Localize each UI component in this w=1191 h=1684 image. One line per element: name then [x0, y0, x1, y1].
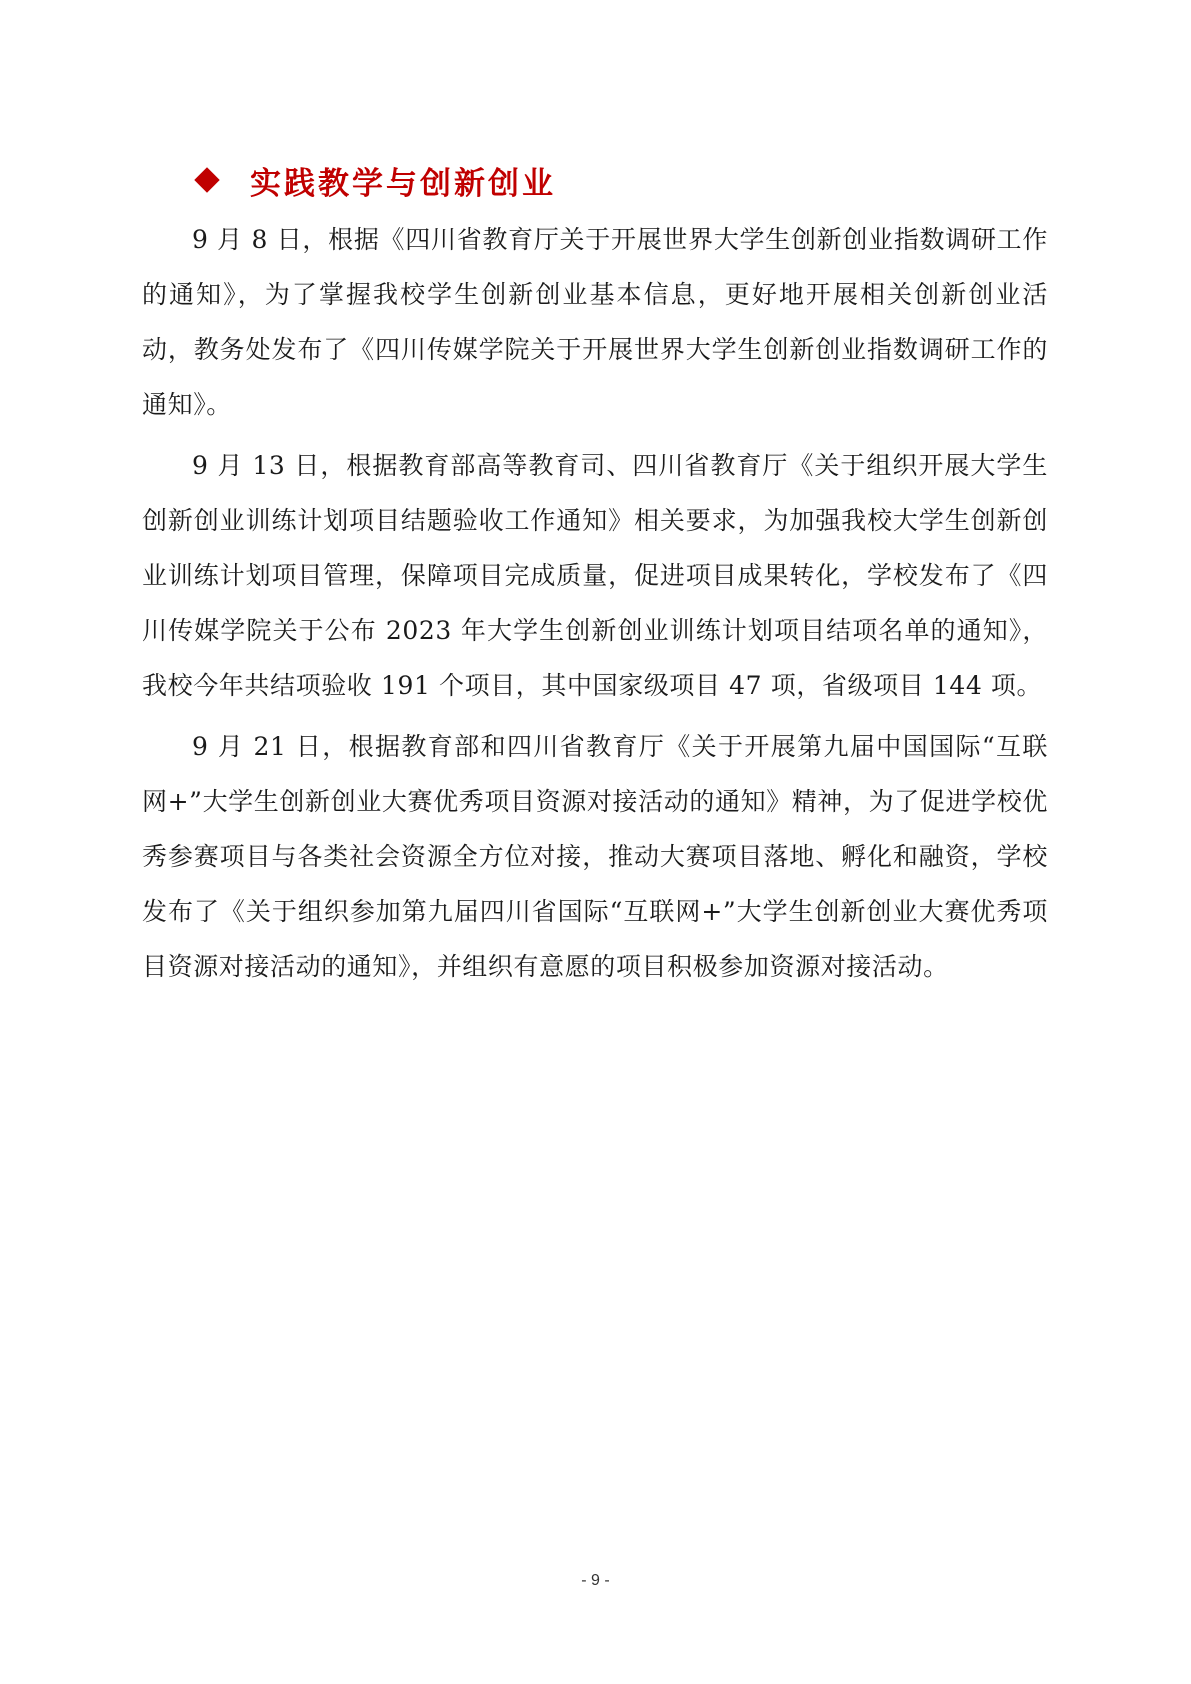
diamond-bullet-icon: [194, 167, 219, 192]
paragraph-1: 9 月 8 日，根据《四川省教育厅关于开展世界大学生创新创业指数调研工作的通知》，为了掌握我校学生创新创业基本信息，更好地开展相关创新创业活动，教务处发布了《四川传媒学院关于开展世界大学生创新创业指数调研工作的通知》。: [142, 225, 1048, 419]
paragraph-2: 9 月 13 日，根据教育部高等教育司、四川省教育厅《关于组织开展大学生创新创业训练计划项目结题验收工作通知》相关要求，为加强我校大学生创新创业训练计划项目管理，保障项目完成质量，促进项目成果转化，学校发布了《四川传媒学院关于公布 2023 年大学生创新创业训练计划项目结项名单的通知》，我校今年共结项验收 191 个项目，其中国家级项目 47 项，省级项目 144 项。: [142, 451, 1048, 700]
section-heading: [196, 160, 556, 200]
document-body: [142, 212, 1048, 1000]
section-title: 实践教学与创新创业: [250, 165, 556, 202]
page-number: - 9 -: [581, 1572, 610, 1589]
paragraph-3: 9 月 21 日，根据教育部和四川省教育厅《关于开展第九届中国国际“互联网+”大学生创新创业大赛优秀项目资源对接活动的通知》精神，为了促进学校优秀参赛项目与各类社会资源全方位对接，推动大赛项目落地、孵化和融资，学校发布了《关于组织参加第九届四川省国际“互联网+”大学生创新创业大赛优秀项目资源对接活动的通知》，并组织有意愿的项目积极参加资源对接活动。: [142, 732, 1048, 981]
